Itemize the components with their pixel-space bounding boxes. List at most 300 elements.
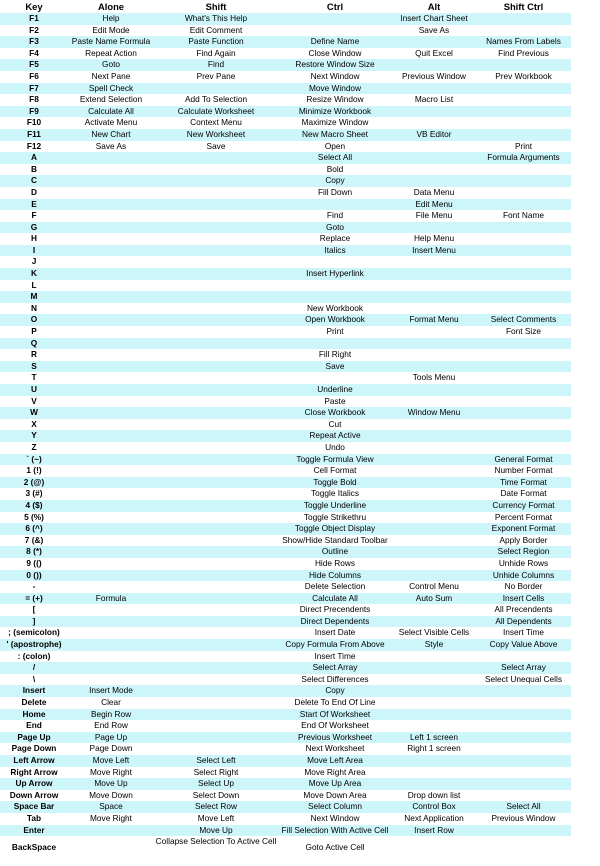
table-row xyxy=(0,709,571,721)
cell-key: F xyxy=(31,210,37,221)
table-row xyxy=(0,419,571,431)
cell-ctrl: Close Workbook xyxy=(304,407,366,418)
cell-key: V xyxy=(31,395,37,406)
cell-ctrl: Fill Selection With Active Cell xyxy=(281,824,389,835)
cell-key: F7 xyxy=(29,82,39,93)
cell-shift-ctrl: Previous Window xyxy=(491,812,556,823)
cell-key: End xyxy=(26,720,42,731)
cell-shift: Move Up xyxy=(199,824,233,835)
cell-key: F4 xyxy=(29,47,39,58)
header-key: Key xyxy=(25,1,43,12)
cell-shift-ctrl: Unhide Rows xyxy=(498,557,549,568)
table-row xyxy=(0,94,571,106)
cell-shift-ctrl: All Dependents xyxy=(495,615,552,626)
table-row xyxy=(0,767,571,779)
cell-ctrl: Insert Time xyxy=(314,650,356,661)
cell-shift-ctrl: Insert Time xyxy=(502,627,545,638)
cell-shift-ctrl: Select Unequal Cells xyxy=(484,673,563,684)
table-row xyxy=(0,152,571,164)
cell-alt: Next Application xyxy=(404,812,464,823)
header-shift-ctrl: Shift Ctrl xyxy=(503,1,544,12)
cell-key: F2 xyxy=(29,24,39,35)
cell-shift: Select Right xyxy=(193,766,239,777)
table-row xyxy=(0,106,571,118)
cell-ctrl: Direct Precendents xyxy=(299,604,371,615)
cell-alone: Edit Mode xyxy=(92,24,130,35)
table-row xyxy=(0,36,571,48)
cell-alone: Goto xyxy=(102,59,120,70)
cell-key: F5 xyxy=(29,59,39,70)
table-row xyxy=(0,627,571,639)
cell-ctrl: Select All xyxy=(317,152,353,163)
cell-ctrl: Show/Hide Standard Toolbar xyxy=(282,534,388,545)
table-row xyxy=(0,59,571,71)
table-body xyxy=(0,13,571,859)
cell-ctrl: Move Down Area xyxy=(303,789,367,800)
cell-shift: Prev Pane xyxy=(196,70,236,81)
cell-key: Delete xyxy=(21,697,47,708)
cell-ctrl: Move Up Area xyxy=(308,778,362,789)
cell-shift: Select Left xyxy=(196,755,236,765)
cell-shift: Select Row xyxy=(195,801,237,812)
table-row xyxy=(0,454,571,466)
table-row xyxy=(0,233,571,245)
table-row xyxy=(0,338,571,350)
cell-key: C xyxy=(31,175,37,186)
cell-ctrl: Delete To End Of Line xyxy=(294,697,376,708)
cell-alt: Macro List xyxy=(414,94,454,105)
cell-ctrl: Close Window xyxy=(308,47,362,58)
cell-key: 0 ()) xyxy=(26,569,42,580)
table-row xyxy=(0,512,571,524)
cell-key: BackSpace xyxy=(11,841,57,852)
cell-key: F11 xyxy=(27,128,41,139)
cell-ctrl: Insert Date xyxy=(314,627,356,638)
cell-key: L xyxy=(31,279,37,290)
cell-ctrl: Hide Columns xyxy=(308,569,362,580)
table-row xyxy=(0,48,571,60)
cell-key: H xyxy=(31,233,37,244)
cell-key: M xyxy=(30,291,38,302)
shortcut-table xyxy=(0,1,571,859)
cell-key: 6 (^) xyxy=(25,523,43,534)
table-row xyxy=(0,280,571,292)
cell-ctrl: Next Worksheet xyxy=(305,743,365,754)
table-row xyxy=(0,743,571,755)
table-row xyxy=(0,755,571,767)
header-row xyxy=(0,1,571,13)
table-row xyxy=(0,720,571,732)
cell-shift-ctrl: Prev Workbook xyxy=(495,70,552,81)
table-row xyxy=(0,141,571,153)
cell-shift-ctrl: Font Name xyxy=(502,210,545,221)
cell-key: ] xyxy=(32,615,36,626)
cell-ctrl: Find xyxy=(326,210,344,221)
cell-ctrl: Copy Formula From Above xyxy=(285,639,385,650)
cell-key: F1 xyxy=(29,13,39,23)
cell-ctrl: New Macro Sheet xyxy=(302,128,368,139)
cell-key: Insert xyxy=(22,685,46,696)
cell-alone: Next Pane xyxy=(91,70,131,81)
cell-ctrl: Fill Right xyxy=(318,349,352,360)
table-row xyxy=(0,175,571,187)
cell-key: A xyxy=(31,152,37,163)
cell-ctrl: Fill Down xyxy=(317,186,353,197)
cell-key: Enter xyxy=(23,824,45,835)
cell-key: Z xyxy=(31,441,37,452)
cell-ctrl: Hide Rows xyxy=(314,557,356,568)
cell-shift: Find Again xyxy=(196,47,236,58)
table-row xyxy=(0,674,571,686)
cell-alone: Spell Check xyxy=(88,82,134,93)
table-row xyxy=(0,314,571,326)
header-shift: Shift xyxy=(205,1,227,12)
cell-shift-ctrl: Find Previous xyxy=(498,47,549,58)
cell-alone: Move Down xyxy=(89,789,133,800)
cell-ctrl: New Workbook xyxy=(306,302,364,313)
cell-ctrl: Toggle Underline xyxy=(303,499,367,510)
table-row xyxy=(0,790,571,802)
cell-key: W xyxy=(30,407,38,418)
cell-shift-ctrl: Select All xyxy=(506,801,541,812)
cell-shift-ctrl: Select Region xyxy=(497,546,550,557)
table-row xyxy=(0,384,571,396)
cell-ctrl: Undo xyxy=(325,441,345,452)
cell-key: F9 xyxy=(29,105,39,116)
cell-ctrl: Repeat Active xyxy=(309,430,361,441)
cell-alt: Edit Menu xyxy=(415,198,453,209)
cell-key: 9 (() xyxy=(26,557,42,568)
cell-key: Down Arrow xyxy=(9,789,59,800)
table-row xyxy=(0,13,571,25)
cell-alt: Control Menu xyxy=(409,581,459,592)
cell-alone: Activate Menu xyxy=(84,117,138,128)
cell-alone: Move Up xyxy=(94,778,128,789)
cell-alone: Begin Row xyxy=(90,708,132,719)
cell-ctrl: Toggle Bold xyxy=(313,476,357,487)
cell-shift: Add To Selection xyxy=(184,94,248,105)
table-row xyxy=(0,732,571,744)
cell-ctrl: Cell Format xyxy=(313,465,357,476)
cell-alone: Help xyxy=(102,13,120,23)
table-row xyxy=(0,117,571,129)
cell-key: U xyxy=(31,384,37,394)
table-row xyxy=(0,500,571,512)
cell-key: N xyxy=(31,302,37,313)
cell-alt: Insert Row xyxy=(414,824,454,835)
cell-ctrl: Toggle Formula View xyxy=(296,453,374,464)
cell-alt: Previous Window xyxy=(401,70,467,81)
cell-key: F12 xyxy=(26,140,42,151)
cell-ctrl: Toggle Object Display xyxy=(294,523,376,534)
cell-ctrl: Move Left Area xyxy=(307,755,363,765)
cell-ctrl: Goto xyxy=(326,221,344,232)
cell-ctrl: Resize Window xyxy=(306,94,364,105)
cell-shift-ctrl: General Format xyxy=(494,453,553,464)
cell-alone: Formula xyxy=(95,592,127,603)
table-row xyxy=(0,477,571,489)
table-row xyxy=(0,825,571,837)
table-row xyxy=(0,430,571,442)
cell-key: [ xyxy=(32,604,36,615)
cell-ctrl: Move Right Area xyxy=(304,766,366,777)
cell-ctrl: Restore Window Size xyxy=(295,59,375,70)
table-row xyxy=(0,199,571,211)
cell-ctrl: Next Window xyxy=(310,812,360,823)
cell-key: \ xyxy=(32,673,36,684)
cell-alt: Left 1 screen xyxy=(410,731,458,742)
table-row xyxy=(0,558,571,570)
table-row xyxy=(0,303,571,315)
cell-alt: File Menu xyxy=(415,210,453,221)
table-row xyxy=(0,488,571,500)
header-alt: Alt xyxy=(427,1,441,12)
table-row xyxy=(0,442,571,454)
table-row xyxy=(0,546,571,558)
table-row xyxy=(0,83,571,95)
cell-alt: Drop down list xyxy=(407,789,461,800)
table-row xyxy=(0,523,571,535)
cell-alt: Insert Chart Sheet xyxy=(400,13,468,23)
table-row xyxy=(0,836,571,859)
table-row xyxy=(0,222,571,234)
cell-shift-ctrl: Unhide Columns xyxy=(492,569,555,580)
cell-alt: Save As xyxy=(418,24,450,35)
cell-key: T xyxy=(31,372,37,383)
cell-alt: Window Menu xyxy=(407,407,461,418)
cell-alone: Repeat Action xyxy=(85,47,137,58)
table-row xyxy=(0,581,571,593)
cell-key: Tab xyxy=(26,812,42,823)
cell-key: Home xyxy=(22,708,46,719)
table-row xyxy=(0,25,571,37)
table-row xyxy=(0,256,571,268)
cell-alt: Insert Menu xyxy=(412,244,456,255)
table-row xyxy=(0,407,571,419)
cell-key: - xyxy=(32,581,36,592)
cell-alt: Data Menu xyxy=(413,186,455,197)
table-row xyxy=(0,210,571,222)
cell-alt: Help Menu xyxy=(413,233,455,244)
cell-alone: Extend Selection xyxy=(79,94,143,105)
cell-key: 3 (#) xyxy=(25,488,43,499)
cell-key: B xyxy=(31,163,37,174)
cell-alt: VB Editor xyxy=(416,128,452,139)
cell-alone: Paste Name Formula xyxy=(71,36,151,47)
cell-key: 7 (&) xyxy=(24,534,44,545)
cell-ctrl: Delete Selection xyxy=(304,581,366,592)
cell-key: ; (semicolon) xyxy=(8,627,60,638)
cell-ctrl: Save xyxy=(325,360,345,371)
cell-ctrl: Direct Dependents xyxy=(300,615,370,626)
table-row xyxy=(0,662,571,674)
cell-shift-ctrl: Select Comments xyxy=(490,314,557,325)
table-row xyxy=(0,245,571,257)
table-row xyxy=(0,164,571,176)
table-row xyxy=(0,651,571,663)
cell-key: 8 (*) xyxy=(26,546,42,557)
table-row xyxy=(0,593,571,605)
cell-alt: Auto Sum xyxy=(415,592,453,603)
cell-key: 1 (!) xyxy=(26,465,42,476)
cell-key: F8 xyxy=(29,94,39,105)
cell-key: X xyxy=(31,418,37,429)
cell-ctrl: Goto Active Cell xyxy=(305,841,365,852)
cell-shift: Select Up xyxy=(198,778,234,789)
cell-key: Page Down xyxy=(11,743,57,754)
cell-ctrl: Calculate All xyxy=(312,592,358,603)
cell-shift: Collapse Selection To Active Cell xyxy=(155,836,277,847)
cell-shift-ctrl: Print xyxy=(514,140,533,151)
cell-key: ` (~) xyxy=(26,453,42,464)
table-row xyxy=(0,268,571,280)
cell-ctrl: Replace xyxy=(319,233,351,244)
cell-ctrl: Select Column xyxy=(308,801,362,812)
table-row xyxy=(0,372,571,384)
table-row xyxy=(0,778,571,790)
cell-ctrl: Paste xyxy=(324,395,346,406)
cell-ctrl: Toggle Italics xyxy=(311,488,359,499)
cell-shift-ctrl: No Border xyxy=(504,581,543,592)
cell-key: P xyxy=(31,326,37,337)
cell-key: 4 ($) xyxy=(25,499,43,510)
cell-alone: Insert Mode xyxy=(89,685,133,696)
cell-shift-ctrl: Time Format xyxy=(500,476,547,487)
cell-ctrl: Open Workbook xyxy=(305,314,365,325)
cell-shift-ctrl: Formula Arguments xyxy=(487,152,560,163)
header-ctrl: Ctrl xyxy=(326,1,344,12)
cell-key: Y xyxy=(31,430,37,441)
table-row xyxy=(0,349,571,361)
cell-key: E xyxy=(31,198,37,209)
cell-key: Space Bar xyxy=(13,801,55,812)
cell-ctrl: Next Window xyxy=(310,70,360,81)
table-row xyxy=(0,326,571,338)
cell-shift: Save xyxy=(206,140,226,151)
cell-key: G xyxy=(30,221,38,232)
cell-ctrl: Underline xyxy=(317,384,353,394)
cell-shift-ctrl: All Precendents xyxy=(494,604,553,615)
header-alone: Alone xyxy=(97,1,125,12)
table-row xyxy=(0,465,571,477)
cell-shift: Context Menu xyxy=(190,117,242,128)
cell-alone: End Row xyxy=(94,720,128,731)
cell-ctrl: End Of Worksheet xyxy=(301,720,369,731)
cell-key: Left Arrow xyxy=(13,755,55,765)
cell-ctrl: Start Of Worksheet xyxy=(299,708,371,719)
cell-alone: Move Left xyxy=(92,755,130,765)
table-row xyxy=(0,697,571,709)
cell-ctrl: Select Array xyxy=(312,662,358,673)
cell-key: J xyxy=(31,256,37,267)
cell-alone: Page Down xyxy=(89,743,133,754)
table-row xyxy=(0,604,571,616)
cell-key: F6 xyxy=(29,70,39,81)
cell-alt: Control Box xyxy=(412,801,456,812)
cell-key: 5 (%) xyxy=(24,511,44,522)
cell-key: / xyxy=(32,662,36,673)
cell-shift: Move Left xyxy=(197,812,235,823)
cell-ctrl: Minimize Workbook xyxy=(298,105,372,116)
cell-key: F3 xyxy=(29,36,39,47)
table-row xyxy=(0,71,571,83)
table-row xyxy=(0,801,571,813)
cell-shift-ctrl: Font Size xyxy=(505,326,542,337)
table-row xyxy=(0,685,571,697)
table-row xyxy=(0,813,571,825)
cell-shift-ctrl: Apply Border xyxy=(499,534,548,545)
cell-alone: Space xyxy=(99,801,123,812)
cell-key: R xyxy=(31,349,37,360)
cell-ctrl: Move Window xyxy=(308,82,362,93)
table-row xyxy=(0,291,571,303)
cell-shift-ctrl: Insert Cells xyxy=(502,592,545,603)
cell-key: Up Arrow xyxy=(15,778,53,789)
cell-shift-ctrl: Exponent Format xyxy=(491,523,556,534)
cell-shift-ctrl: Date Format xyxy=(500,488,547,499)
cell-shift-ctrl: Select Array xyxy=(501,662,546,673)
cell-ctrl: Copy xyxy=(325,175,345,186)
cell-ctrl: Toggle Strikethru xyxy=(303,511,367,522)
cell-alt: Select Visible Cells xyxy=(398,627,470,638)
cell-key: = (+) xyxy=(25,592,43,603)
cell-key: S xyxy=(31,360,37,371)
cell-ctrl: Define Name xyxy=(310,36,360,47)
cell-alt: Tools Menu xyxy=(412,372,456,383)
cell-key: ' (apostrophe) xyxy=(6,639,62,650)
cell-key: Right Arrow xyxy=(10,766,58,777)
cell-ctrl: Print xyxy=(326,326,344,337)
table-row xyxy=(0,361,571,373)
cell-shift: Find xyxy=(207,59,225,70)
table-row xyxy=(0,535,571,547)
cell-shift-ctrl: Copy Value Above xyxy=(489,639,558,650)
cell-key: : (colon) xyxy=(17,650,51,661)
cell-key: D xyxy=(31,186,37,197)
cell-shift-ctrl: Currency Format xyxy=(492,499,555,510)
cell-alone: Calculate All xyxy=(88,105,134,116)
cell-shift: What's This Help xyxy=(184,13,248,23)
table-row xyxy=(0,639,571,651)
cell-key: Page Up xyxy=(17,731,51,742)
cell-alt: Style xyxy=(424,639,444,650)
cell-shift: New Worksheet xyxy=(186,128,246,139)
cell-shift: Edit Comment xyxy=(189,24,243,35)
cell-shift-ctrl: Names From Labels xyxy=(486,36,561,47)
cell-key: Q xyxy=(30,337,38,348)
table-row xyxy=(0,129,571,141)
table-row xyxy=(0,570,571,582)
table-row xyxy=(0,396,571,408)
cell-alone: Move Right xyxy=(90,812,132,823)
cell-alone: Move Right xyxy=(90,766,132,777)
cell-shift: Calculate Worksheet xyxy=(177,105,255,116)
table-row xyxy=(0,616,571,628)
cell-ctrl: Outline xyxy=(321,546,349,557)
cell-key: I xyxy=(32,244,36,255)
cell-ctrl: Bold xyxy=(326,163,344,174)
cell-ctrl: Insert Hyperlink xyxy=(306,268,364,279)
cell-ctrl: Copy xyxy=(325,685,345,696)
cell-alone: Page Up xyxy=(94,731,128,742)
cell-shift: Paste Function xyxy=(188,36,244,47)
cell-alone: Clear xyxy=(101,697,121,708)
cell-shift-ctrl: Percent Format xyxy=(494,511,553,522)
cell-key: 2 (@) xyxy=(23,476,45,487)
cell-ctrl: Previous Worksheet xyxy=(297,731,373,742)
table-row xyxy=(0,187,571,199)
cell-key: K xyxy=(31,268,37,279)
